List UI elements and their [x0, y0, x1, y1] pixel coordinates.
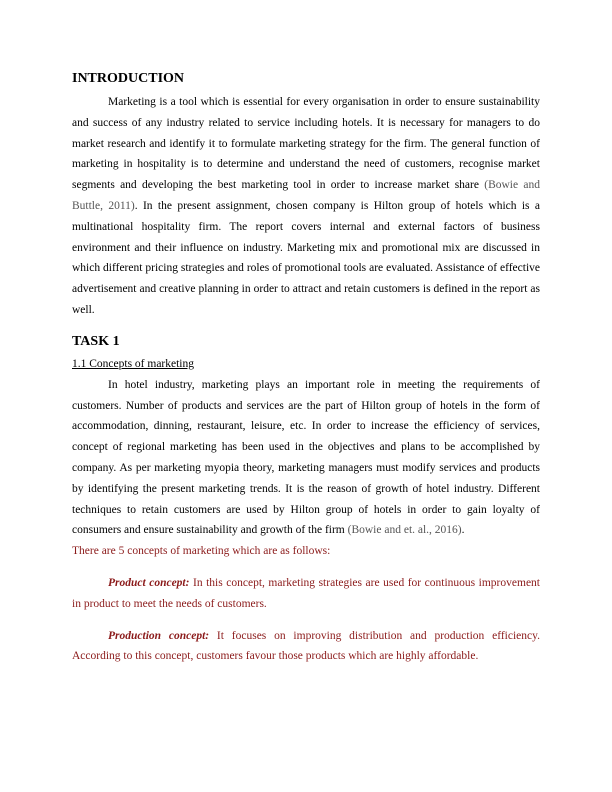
concepts-intro: There are 5 concepts of marketing which are as follows:: [72, 545, 331, 558]
concepts-subheading: 1.1 Concepts of marketing: [72, 357, 195, 370]
task1-text-end: .: [461, 524, 465, 537]
introduction-text-end: . In the present assignment, chosen company is Hilton group of hotels which is a multinational hospitality firm. The report covers internal and external factors of business environment and their influence on industry. Marketing mix and promotional mix are discussed in which different pricing strategies and roles of promotional tools are evaluated. Assistance of effective advertisement and creative planning in order to attract and retain customers is defined in the report as well.: [72, 199, 540, 316]
introduction-citation: (Bowie and Buttle, 2011): [72, 179, 540, 212]
introduction-paragraph: [72, 92, 540, 321]
product-concept-term: Product concept:: [108, 576, 190, 589]
introduction-heading: INTRODUCTION: [72, 71, 185, 86]
task1-citation: (Bowie and et. al., 2016): [347, 524, 462, 537]
product-concept-text: In this concept, marketing strategies are used for continuous improvement in product to meet the needs of customers.: [72, 576, 540, 610]
production-concept-term: Production concept:: [108, 629, 210, 642]
introduction-text-start: Marketing is a tool which is essential for every organisation in order to ensure sustainability and success of any industry related to service including hotels. It is necessary for managers to do market research and identify it to formulate marketing strategy for the firm. The general function of marketing in hospitality is to determine and understand the need of customers, recognise market segments and developing the best marketing tool in order to increase market share: [72, 96, 540, 192]
production-concept-text: It focuses on improving distribution and production efficiency. According to this concept, customers favour those products which are highly affordable.: [72, 629, 540, 663]
task1-text-start: In hotel industry, marketing plays an important role in meeting the requirements of customers. Number of products and services are the part of Hilton group of hotels in the form of accommodation, dinning, restaurant, leisure, etc. In order to increase the efficiency of services, concept of regional marketing has been used in the objectives and plans to be accomplished by company. As per marketing myopia theory, marketing managers must modify services and products by identifying the present marketing trends. It is the reason of growth of hotel industry. Different techniques to retain customers are used by Hilton group of hotels in order to gain loyalty of consumers and ensure sustainability and growth of the firm: [72, 378, 540, 537]
task1-paragraph: [72, 375, 540, 541]
task1-heading: TASK 1: [72, 333, 120, 349]
product-concept-paragraph: [72, 573, 540, 615]
production-concept-paragraph: [72, 626, 540, 668]
document-page: [72, 70, 540, 667]
